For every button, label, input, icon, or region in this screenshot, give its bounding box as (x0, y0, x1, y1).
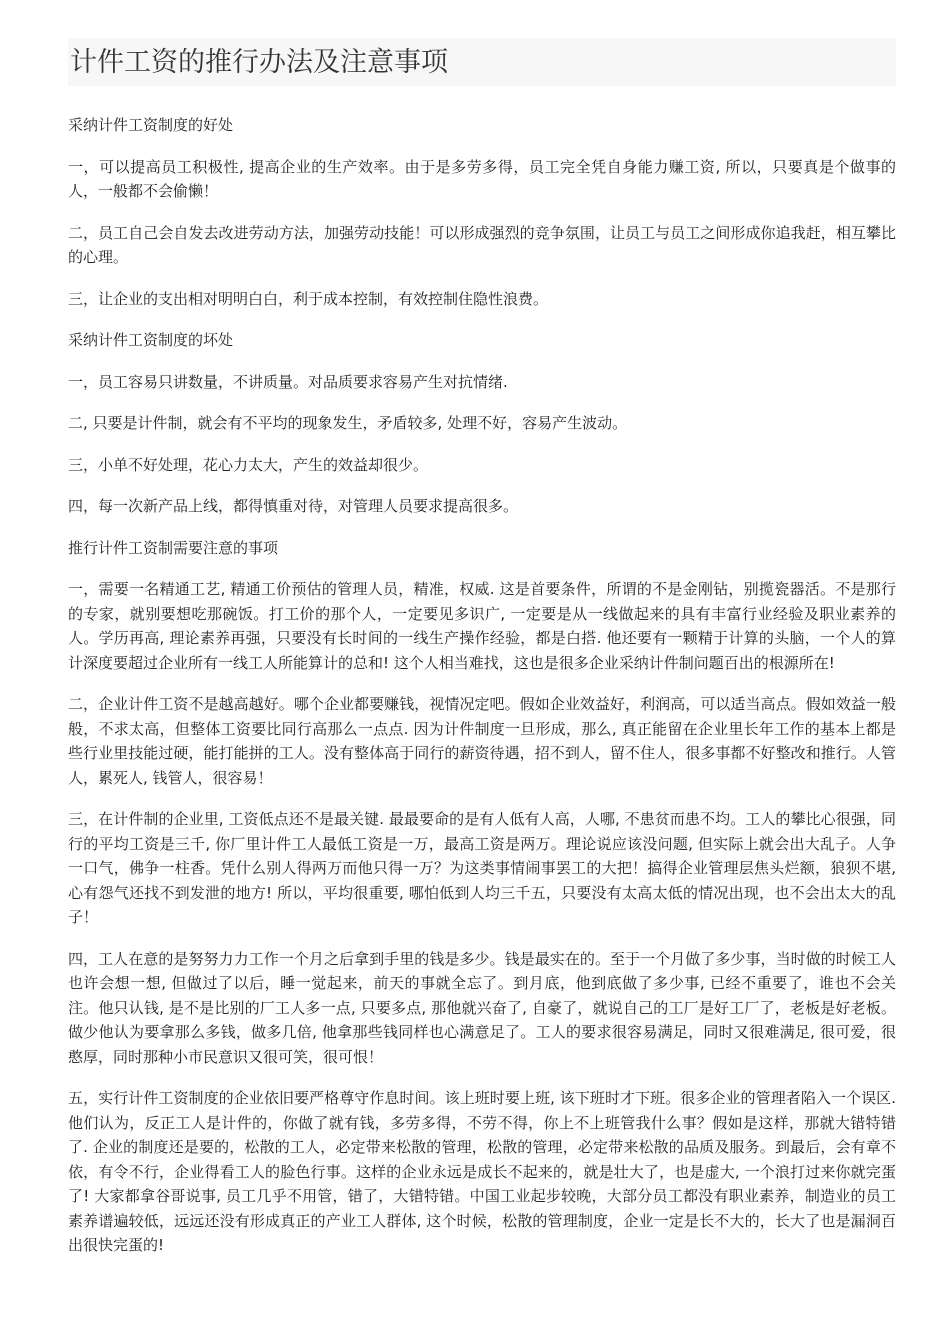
document-body (68, 113, 896, 1258)
section-heading-notes: 推行计件工资制需要注意的事项 (68, 538, 279, 557)
paragraph: 一，可以提高员工积极性, 提高企业的生产效率。由于是多劳多得，员工完全凭自身能力赚工资, 所以，只要真是个做事的人，一般都不会偷懒！ (68, 157, 896, 200)
paragraph: 五，实行计件工资制度的企业依旧要严格尊守作息时间。该上班时要上班, 该下班时才下班。很多企业的管理者陷入一个误区. 他们认为，反正工人是计件的，你做了就有钱，多劳多得，不劳不得，你上不上班管我什么事？假如是这样，那就大错特错了. 企业的制度还是要的，松散的工人，必定带来松散的管理，松散的管理，必定带来松散的品质及服务。到最后，会有章不依，有令不行，企业得看工人的脸色行事。这样的企业永远是成长不起来的，就是壮大了，也是虚大, 一个浪打过来你就完蛋了! 大家都拿谷哥说事, 员工几乎不用管，错了，大错特错。中国工业起步较晚，大部分员工都没有职业素养，制造业的员工素养谱遍较低，远远还没有形成真正的产业工人群体, 这个时候，松散的管理制度，企业一定是长不大的，长大了也是漏洞百出很快完蛋的! (68, 1089, 896, 1254)
paragraph: 一，需要一名精通工艺, 精通工价预估的管理人员，精准，权威. 这是首要条件，所谓的不是金刚钻，别揽瓷器活。不是那行的专家，就别要想吃那碗饭。打工价的那个人，一定要见多识广, 一定要是从一线做起来的具有丰富行业经验及职业素养的人。学历再高, 理论素养再强，只要没有长时间的一线生产操作经验，都是白搭. 他还要有一颗精于计算的头脑，一个人的算计深度要超过企业所有一线工人所能算计的总和! 这个人相当难找，这也是很多企业采纳计件制问题百出的根源所在! (68, 580, 896, 672)
paragraph: 三，在计件制的企业里, 工资低点还不是最关键. 最最要命的是有人低有人高，人哪, 不患贫而患不均。工人的攀比心很强，同行的平均工资是三千, 你厂里计件工人最低工资是一万，最高工资是两万。理论说应该没问题, 但实际上就会出大乱子。人争一口气，佛争一柱香。凭什么别人得两万而他只得一万？为这类事情闹事罢工的大把！搞得企业管理层焦头烂额，狼狈不堪, 心有怨气还找不到发泄的地方! 所以，平均很重要, 哪怕低到人均三千五，只要没有太高太低的情况出现，也不会出太大的乱子！ (68, 810, 896, 926)
section-heading-benefits: 采纳计件工资制度的好处 (68, 116, 234, 134)
paragraph: 三，让企业的支出相对明明白白，利于成本控制，有效控制住隐性浪费。 (68, 289, 549, 308)
paragraph: 二, 只要是计件制，就会有不平均的现象发生，矛盾较多, 处理不好，容易产生波动。 (68, 414, 628, 432)
paragraph: 二，员工自己会自发去改进劳动方法，加强劳动技能！可以形成强烈的竞争氛围，让员工与员工之间形成你追我赶，相互攀比的心理。 (68, 223, 896, 266)
paragraph: 二，企业计件工资不是越高越好。哪个企业都要赚钱，视情况定吧。假如企业效益好，利润高，可以适当高点。假如效益一般般，不求太高，但整体工资要比同行高那么一点点. 因为计件制度一旦形成，那么, 真正能留在企业里长年工作的基本上都是些行业里技能过硬，能打能拼的工人。没有整体高于同行的薪资待遇，招不到人，留不住人，很多事都不好整改和推行。人管人，累死人, 钱管人，很容易！ (68, 695, 896, 787)
section-heading-drawbacks: 采纳计件工资制度的坏处 (68, 331, 234, 349)
paragraph: 三，小单不好处理，花心力太大，产生的效益却很少。 (68, 455, 429, 474)
paragraph: 四，每一次新产品上线，都得慎重对待，对管理人员要求提高很多。 (68, 497, 519, 515)
page-title: 计件工资的推行办法及注意事项 (70, 47, 448, 78)
paragraph: 一，员工容易只讲数量，不讲质量。对品质要求容易产生对抗情绪. (68, 372, 508, 391)
title-bar (68, 38, 896, 86)
document-page (68, 38, 896, 1275)
paragraph: 四，工人在意的是努努力力工作一个月之后拿到手里的钱是多少。钱是最实在的。至于一个月做了多少事，当时做的时候工人也许会想一想, 但做过了以后，睡一觉起来，前天的事就全忘了。到月底，他到底做了多少事, 已经不重要了，谁也不会关注。他只认钱, 是不是比别的厂工人多一点, 只要多点, 那他就兴奋了, 自豪了，就说自己的工厂是好工厂了，老板是好老板。做少他认为要拿那么多钱，做多几倍, 他拿那些钱同样也心满意足了。工人的要求很容易满足，同时又很难满足, 很可爱，很憨厚，同时那种小市民意识又很可笑，很可恨！ (68, 949, 896, 1066)
